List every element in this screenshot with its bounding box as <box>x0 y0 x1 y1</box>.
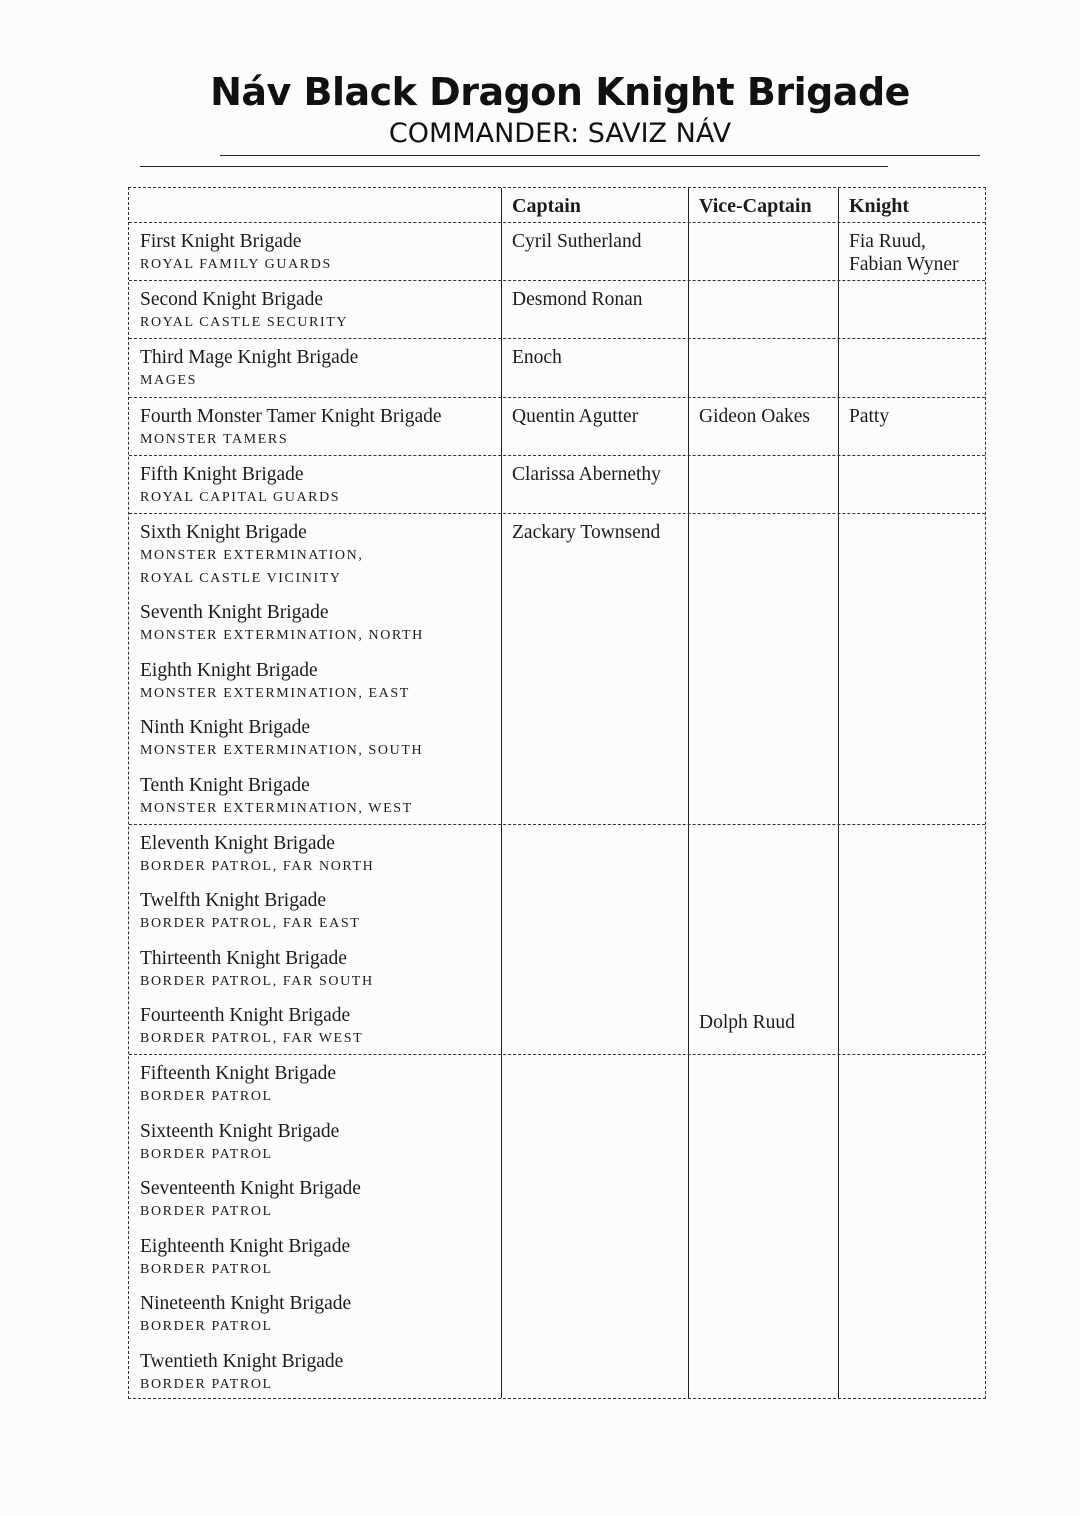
brigade-role: ROYAL CASTLE SECURITY <box>140 315 349 330</box>
brigade-name: Twelfth Knight Brigade <box>140 890 327 911</box>
captain-name: Cyril Sutherland <box>512 231 642 252</box>
row-divider <box>129 455 985 456</box>
brigade-role: BORDER PATROL <box>140 1319 273 1334</box>
title-rule-upper <box>220 155 980 156</box>
column-divider <box>688 188 689 1398</box>
brigade-entry <box>140 230 332 276</box>
vice-captain-name: Dolph Ruud <box>699 1012 795 1033</box>
brigade-name: Sixteenth Knight Brigade <box>140 1121 340 1142</box>
brigade-entry <box>140 1177 361 1223</box>
brigade-table <box>128 187 986 1399</box>
brigade-entry <box>140 889 360 935</box>
brigade-name: Thirteenth Knight Brigade <box>140 948 347 969</box>
brigade-entry <box>140 1004 363 1050</box>
brigade-entry <box>140 405 442 451</box>
brigade-role: BORDER PATROL <box>140 1089 273 1104</box>
knight-name-line: Fia Ruud, <box>849 231 926 252</box>
column-divider <box>501 188 502 1398</box>
row-divider <box>129 824 985 825</box>
captain-name: Clarissa Abernethy <box>512 464 661 485</box>
knight-name: Patty <box>849 406 890 427</box>
header-knight: Knight <box>849 195 910 217</box>
brigade-name: Third Mage Knight Brigade <box>140 347 359 368</box>
brigade-name: Seventeenth Knight Brigade <box>140 1178 361 1199</box>
brigade-name: Nineteenth Knight Brigade <box>140 1293 352 1314</box>
knight-name-line: Fabian Wyner <box>849 254 959 275</box>
brigade-name: Sixth Knight Brigade <box>140 522 307 543</box>
brigade-role: MONSTER TAMERS <box>140 432 289 447</box>
row-divider <box>129 513 985 514</box>
brigade-name: First Knight Brigade <box>140 231 302 252</box>
brigade-role: MONSTER EXTERMINATION, <box>140 548 364 563</box>
brigade-entry <box>140 288 348 334</box>
brigade-role: BORDER PATROL <box>140 1204 273 1219</box>
brigade-name: Second Knight Brigade <box>140 289 324 310</box>
brigade-entry <box>140 521 363 590</box>
commander-subtitle: COMMANDER: SAVIZ NÁV <box>388 118 732 149</box>
brigade-role: BORDER PATROL <box>140 1262 273 1277</box>
row-divider <box>129 338 985 339</box>
column-divider <box>838 188 839 1398</box>
brigade-name: Eighteenth Knight Brigade <box>140 1236 351 1257</box>
brigade-role: MONSTER EXTERMINATION, SOUTH <box>140 743 424 758</box>
brigade-entry <box>140 346 358 392</box>
brigade-role: ROYAL FAMILY GUARDS <box>140 257 332 272</box>
brigade-entry <box>140 1062 336 1108</box>
brigade-entry <box>140 1120 339 1166</box>
brigade-entry <box>140 774 413 820</box>
brigade-role: MAGES <box>140 373 198 388</box>
brigade-role-line2: ROYAL CASTLE VICINITY <box>140 571 342 586</box>
brigade-role: BORDER PATROL <box>140 1377 273 1392</box>
row-divider <box>129 397 985 398</box>
brigade-name: Twentieth Knight Brigade <box>140 1351 344 1372</box>
row-divider <box>129 280 985 281</box>
brigade-entry <box>140 1292 351 1338</box>
captain-name: Desmond Ronan <box>512 289 643 310</box>
brigade-role: ROYAL CAPITAL GUARDS <box>140 490 341 505</box>
brigade-name: Seventh Knight Brigade <box>140 602 329 623</box>
brigade-entry <box>140 463 340 509</box>
brigade-role: MONSTER EXTERMINATION, WEST <box>140 801 413 816</box>
brigade-entry <box>140 716 423 762</box>
row-divider <box>129 1054 985 1055</box>
brigade-role: BORDER PATROL, FAR WEST <box>140 1031 364 1046</box>
brigade-entry <box>140 601 424 647</box>
vice-captain-name: Gideon Oakes <box>699 406 811 427</box>
brigade-name: Fourteenth Knight Brigade <box>140 1005 351 1026</box>
brigade-name: Eighth Knight Brigade <box>140 660 318 681</box>
page-title: Náv Black Dragon Knight Brigade <box>210 70 910 114</box>
brigade-entry <box>140 1235 350 1281</box>
brigade-name: Ninth Knight Brigade <box>140 717 311 738</box>
brigade-role: BORDER PATROL, FAR SOUTH <box>140 974 374 989</box>
brigade-role: BORDER PATROL, FAR NORTH <box>140 859 375 874</box>
captain-name: Quentin Agutter <box>512 406 639 427</box>
brigade-role: MONSTER EXTERMINATION, NORTH <box>140 628 424 643</box>
header-vice-captain: Vice-Captain <box>699 195 812 217</box>
brigade-role: BORDER PATROL, FAR EAST <box>140 916 361 931</box>
brigade-name: Fifth Knight Brigade <box>140 464 304 485</box>
brigade-entry <box>140 832 374 878</box>
brigade-role: MONSTER EXTERMINATION, EAST <box>140 686 410 701</box>
title-rule-lower <box>140 166 888 167</box>
brigade-name: Eleventh Knight Brigade <box>140 833 335 854</box>
brigade-role: BORDER PATROL <box>140 1147 273 1162</box>
brigade-entry <box>140 1350 343 1396</box>
brigade-name: Fifteenth Knight Brigade <box>140 1063 337 1084</box>
brigade-name: Fourth Monster Tamer Knight Brigade <box>140 406 442 427</box>
knight-name <box>849 230 958 276</box>
brigade-entry <box>140 659 410 705</box>
captain-name: Enoch <box>512 347 562 368</box>
brigade-name: Tenth Knight Brigade <box>140 775 310 796</box>
row-divider <box>129 222 985 223</box>
brigade-entry <box>140 947 374 993</box>
captain-name: Zackary Townsend <box>512 522 661 543</box>
header-captain: Captain <box>512 195 581 217</box>
